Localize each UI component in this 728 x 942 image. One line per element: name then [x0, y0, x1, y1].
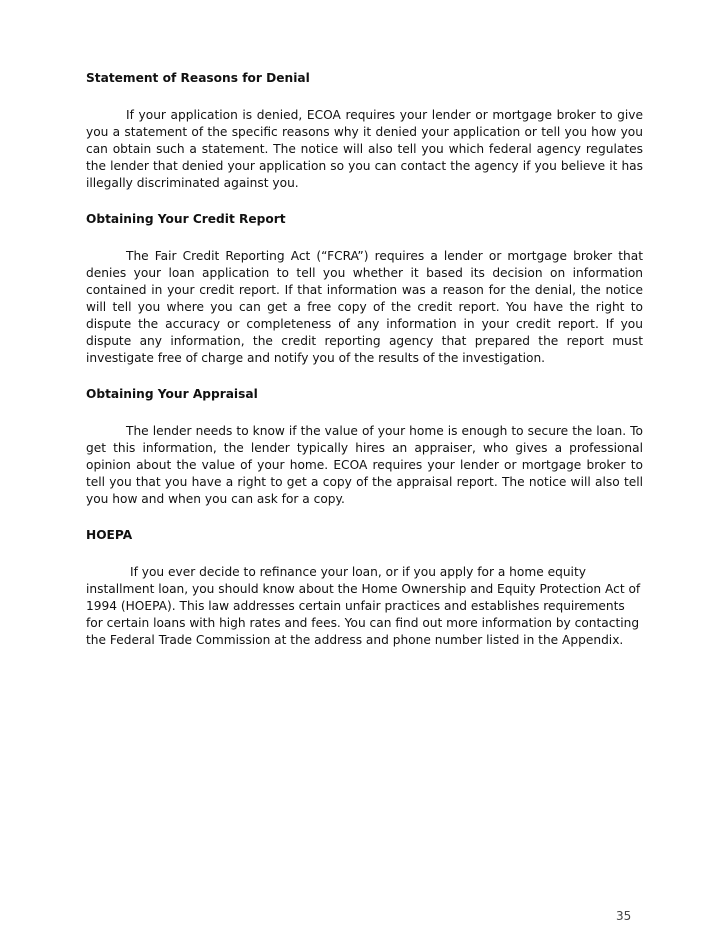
- section-heading-reasons-for-denial: Statement of Reasons for Denial: [86, 71, 310, 85]
- section-paragraph-hoepa: If you ever decide to refinance your loan, or if you apply for a home equity installment loan, you should know about the Home Ownership and Equity Protection Act of 1994 (HOEPA). This law addresses certain unfair practices and establishes requirements for certain loans with high rates and fees. You can find out more information by contacting the Federal Trade Commission at the address and phone number listed in the Appendix.: [86, 565, 641, 647]
- section-paragraph-reasons-for-denial: If your application is denied, ECOA requires your lender or mortgage broker to give you a statement of the specific reasons why it denied your application or tell you how you can obtain such a statement. The notice will also tell you which federal agency regulates the lender that denied your application so you can contact the agency if you believe it has illegally discriminated against you.: [86, 108, 643, 190]
- section-heading-hoepa: HOEPA: [86, 528, 133, 542]
- page-content: [86, 70, 643, 668]
- section-heading-appraisal: Obtaining Your Appraisal: [86, 387, 258, 401]
- section-paragraph-credit-report: The Fair Credit Reporting Act (“FCRA”) requires a lender or mortgage broker that denies your loan application to tell you whether it based its decision on information contained in your credit report. If that information was a reason for the denial, the notice will tell you where you can get a free copy of the credit report. You have the right to dispute the accuracy or completeness of any information in your credit report. If you dispute any information, the credit reporting agency that prepared the report must investigate free of charge and notify you of the results of the investigation.: [86, 249, 643, 365]
- section-paragraph-appraisal: The lender needs to know if the value of your home is enough to secure the loan. To get this information, the lender typically hires an appraiser, who gives a professional opinion about the value of your home. ECOA requires your lender or mortgage broker to tell you that you have a right to get a copy of the appraisal report. The notice will also tell you how and when you can ask for a copy.: [86, 424, 643, 506]
- section-heading-credit-report: Obtaining Your Credit Report: [86, 212, 286, 226]
- page-number: 35: [616, 909, 632, 923]
